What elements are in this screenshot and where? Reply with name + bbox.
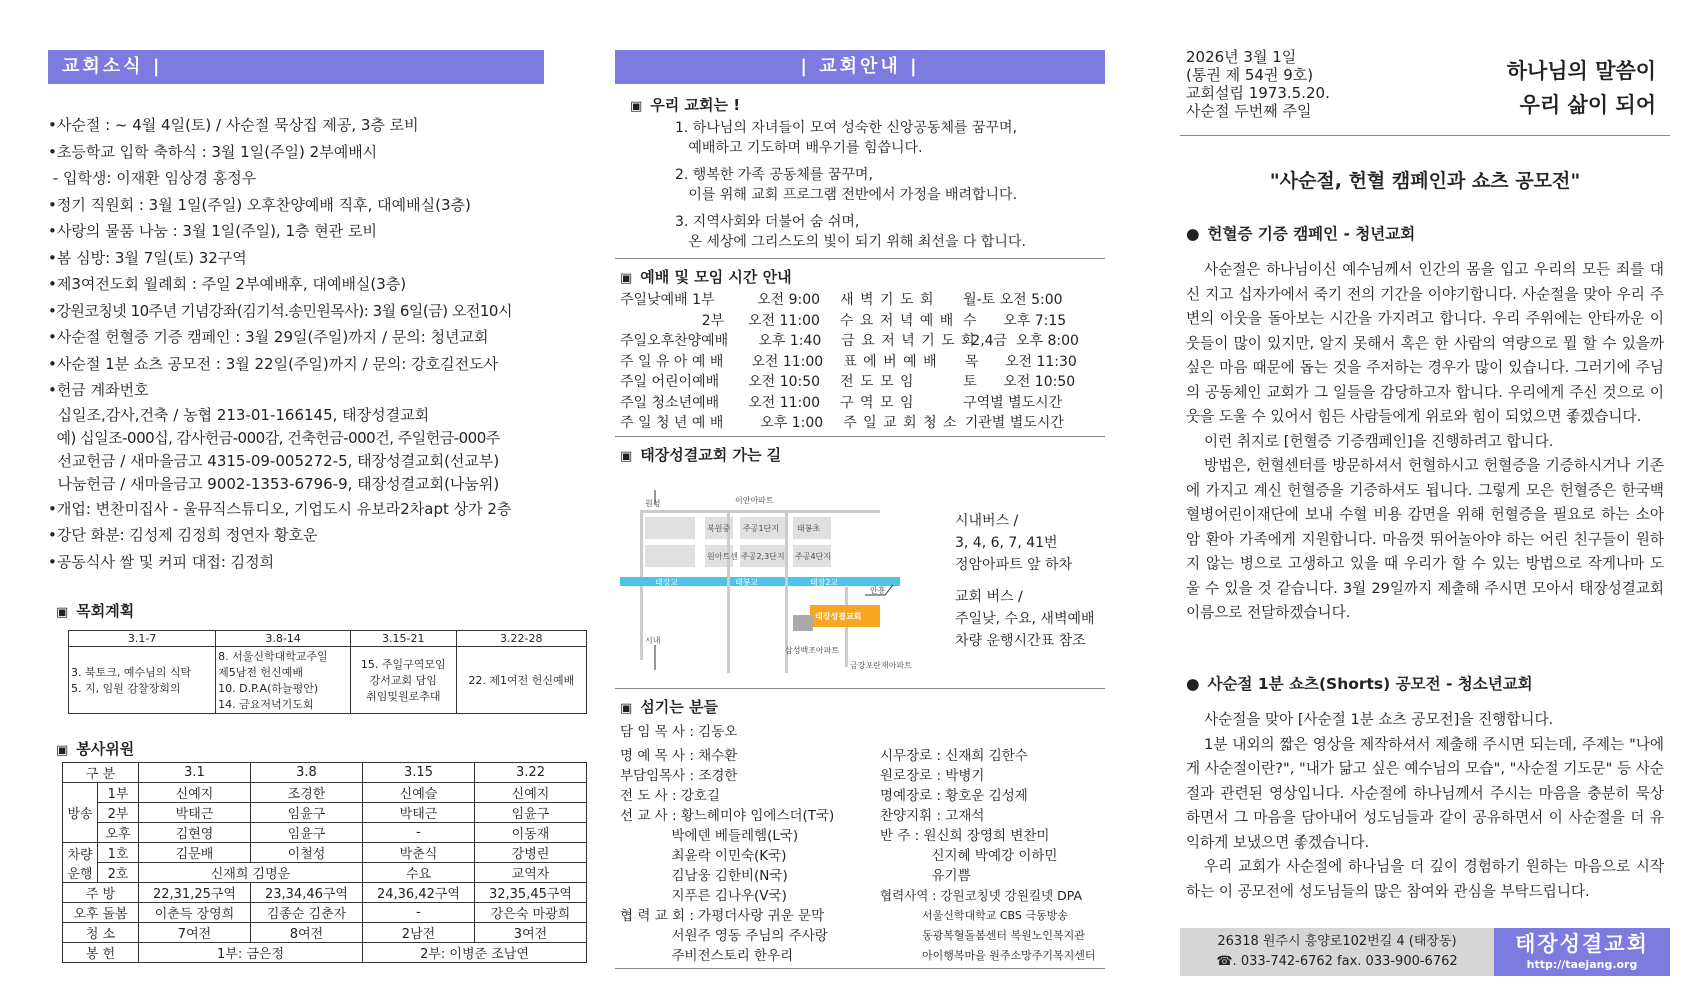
paragraph: 사순절은 하나님이신 예수님께서 인간의 몸을 입고 우리의 모든 죄를 대신 지고 십자가에서 죽기 전의 기간을 이야기합니다. 사순절을 맞아 우리 주변의 이웃을 돌아보는 시간을 가지려고 합니다. 우리 주위에는 안타까운 이웃들이 많이 있지만, 알지 못해서 혹은 한 사람의 역량으로 뭘 할 수 있을까 싶은 마음 때문에 돕는 것을 주저하는 경우가 많이 있습니다. 그러기에 주님의 공동체인 교회가 그 일들을 감당하고자 합니다. 우리에게 주신 것으로 이웃을 도울 수 있어서 힘든 사람들에게 위로와 힘이 되었으면 좋겠습니다.	[1186, 261, 1664, 425]
time-name: 2부	[701, 312, 725, 329]
vol-cell: 김종순 김춘자	[251, 903, 363, 923]
transport-info	[955, 510, 1095, 652]
time-value: 목 오전 11:30	[964, 353, 1077, 370]
staff-line: 반 주 : 원신희 장영희 변찬미	[880, 828, 1050, 844]
transport-line: 주일낮, 수요, 새벽예배	[955, 611, 1095, 627]
vol-cell: 3여전	[475, 923, 587, 943]
vol-cell: 오후	[98, 823, 139, 843]
vol-cell: 7여전	[139, 923, 251, 943]
news-item: 선교헌금 / 새마을금고 4315-09-005272-5, 태장성결교회(선교부)	[48, 451, 500, 470]
staff-line: 동광복혈돌봄센터 복원노인복지관	[880, 929, 1085, 942]
map-label: 시내	[645, 636, 661, 645]
vol-label: 방송	[63, 783, 98, 843]
vol-cell: 32,35,45구역	[475, 883, 587, 903]
news-item: - 입학생: 이재환 임상경 홍정우	[48, 169, 257, 187]
vol-header: 구 분	[63, 763, 139, 783]
map-label: 안흥	[870, 586, 886, 595]
staff-head: 담 임 목 사 : 김동오	[620, 724, 738, 740]
news-item: 예) 십일조-000십, 감사헌금-000감, 건축헌금-000건, 주일헌금-000주	[48, 428, 500, 447]
volunteers-title: ▣ 봉사위원	[56, 738, 134, 759]
vol-label: 차량 운행	[63, 843, 98, 883]
time-value: 토 오전 10:50	[963, 374, 1076, 390]
staff-line: 신지혜 박예강 이하민	[880, 848, 1058, 864]
staff-line: 유기쁨	[880, 868, 971, 884]
staff-line: 부담임목사 : 조경한	[620, 768, 738, 784]
vol-cell: 2부	[98, 803, 139, 823]
plan-cell: 22. 제1여전 헌신예배	[456, 647, 586, 714]
times-table	[620, 290, 1105, 434]
footer	[1180, 928, 1670, 976]
about-line: 이를 위해 교회 프로그램 전반에서 가정을 배려합니다.	[675, 187, 1018, 203]
address-line: 26318 원주시 흥양로102번길 4 (태장동)	[1217, 934, 1457, 949]
map-label: 태장2교	[810, 578, 839, 587]
vol-cell: 23,34,46구역	[251, 883, 363, 903]
paragraph: 우리 교회가 사순절에 하나님을 더 깊이 경험하기 원하는 마음으로 시작하는 이 공모전에 성도님들의 많은 참여와 관심을 부탁드립니다.	[1186, 858, 1664, 900]
paragraph: 1분 내외의 짧은 영상을 제작하셔서 제출해 주시면 되는데, 주제는 "나에게 사순절이란?", "내가 닮고 싶은 예수님의 모습", "사순절 기도문" 등 사순절과 관련된 영상입니다. 사순절에 하나님께서 주시는 마음을 충분히 묵상하면서 그 마음을 담아내어 성도님들과 같이 공유하면서 이 사순절을 더 유익하게 보냈으면 좋겠습니다.	[1186, 735, 1664, 851]
divider	[1180, 135, 1670, 136]
news-item: •헌금 계좌번호	[48, 381, 149, 399]
time-name: 표 에 버 예 배	[843, 353, 938, 370]
staff-line: 지푸른 김나우(V국)	[620, 888, 787, 904]
vol-cell: 2부: 이병준 조남연	[363, 943, 587, 963]
time-name: 주 일 교 회 청 소	[843, 415, 958, 431]
date-line: 2026년 3월 1일	[1186, 48, 1297, 66]
news-item: •봄 심방: 3월 7일(토) 32구역	[48, 248, 247, 267]
transport-line: 교회 버스 /	[955, 589, 1023, 605]
vol-cell: 박춘식	[363, 843, 475, 863]
map-label: 주공1단지	[743, 524, 780, 533]
section-heading: ● 사순절 1분 쇼츠(Shorts) 공모전 - 청소년교회	[1186, 672, 1533, 694]
time-name: 주일 어린이예배	[620, 374, 720, 390]
map-label: 원성	[645, 499, 661, 508]
map-label: 삼성백조아파트	[785, 646, 840, 655]
staff-line: 명예장로 : 황호운 김성제	[880, 788, 1028, 804]
about-line: 3. 지역사회와 더불어 숨 쉬며,	[675, 214, 860, 230]
date-line: 교회설립 1973.5.20.	[1186, 84, 1330, 102]
news-item: •강단 화분: 김성제 김정희 정연자 황호운	[48, 526, 318, 544]
plan-cell: 8. 서울신학대학교주일 제5남전 헌신예배 10. D.P.A(하늘평안) 14. 금요저녁기도회	[216, 647, 351, 714]
plan-header: 3.8-14	[216, 631, 351, 647]
staff-line: 서울신학대학교 CBS 극동방송	[880, 909, 1068, 922]
vol-label: 주 방	[63, 883, 139, 903]
transport-line: 3, 4, 6, 7, 41번	[955, 535, 1058, 551]
news-item: •강원코칭넷 10주년 기념강좌(김기석.송민원목사): 3월 6일(금) 오전10시	[48, 301, 512, 320]
bulletin-date	[1186, 48, 1330, 120]
vol-cell: 임윤구	[251, 823, 363, 843]
vol-cell: 1부: 금은정	[139, 943, 363, 963]
vol-cell: 24,36,42구역	[363, 883, 475, 903]
map-title: ▣ 태장성결교회 가는 길	[620, 444, 781, 465]
time-name: 금 요 저 녁 기 도 회	[841, 333, 976, 349]
vol-cell: 임윤구	[251, 803, 363, 823]
vol-cell: 이철성	[251, 843, 363, 863]
staff-line: 시무장로 : 신재희 김한수	[880, 748, 1028, 764]
staff-line: 김남웅 김한비(N국)	[620, 868, 788, 884]
transport-line: 차량 운행시간표 참조	[955, 633, 1086, 649]
vol-header: 3.15	[363, 763, 475, 783]
vol-cell: 이춘득 장영희	[139, 903, 251, 923]
vol-cell: -	[363, 903, 475, 923]
paragraph: 이런 취지로 [헌혈증 기증캠페인]을 진행하려고 합니다.	[1204, 432, 1554, 450]
staff-line: 협력사역 : 강원코칭넷 강원킬넷 DPA	[880, 888, 1082, 903]
map-label: 태봉교	[735, 578, 759, 587]
map-label: 태장교	[655, 578, 679, 587]
staff-line: 최윤락 이민숙(K국)	[620, 848, 787, 864]
vol-cell: 수요	[363, 863, 475, 883]
about-line: 온 세상에 그리스도의 빛이 되기 위해 최선을 다 합니다.	[675, 234, 1026, 250]
time-name: 주일 청소년예배	[620, 394, 720, 411]
times-title: ▣ 예배 및 모임 시간 안내	[620, 266, 792, 287]
divider	[615, 688, 1105, 689]
time-value: 기관별 별도시간	[964, 415, 1064, 431]
vol-cell: 강병린	[475, 843, 587, 863]
vol-cell: 조경한	[251, 783, 363, 803]
time-name: 전 도 모 임	[840, 374, 915, 390]
time-name: 구 역 모 임	[840, 394, 915, 411]
about-title: ▣ 우리 교회는 !	[630, 94, 740, 115]
time-value: 오전 9:00	[757, 292, 821, 308]
time-value: 오후 1:00	[760, 415, 824, 431]
vol-cell: 8여전	[251, 923, 363, 943]
vol-cell: 김현영	[139, 823, 251, 843]
staff-line: 선 교 사 : 황느헤미야 임에스더(T국)	[620, 808, 835, 824]
plan-header: 3.1-7	[69, 631, 216, 647]
staff-line: 주비전스토리 한우리	[620, 948, 794, 964]
map-label: 주공2,3단지	[741, 552, 785, 561]
vol-cell: 김문배	[139, 843, 251, 863]
transport-line: 시내버스 /	[955, 513, 1019, 529]
vol-header: 3.1	[139, 763, 251, 783]
vol-label: 청 소	[63, 923, 139, 943]
time-name: 주 일 청 년 예 배	[620, 415, 724, 431]
footer-address	[1180, 932, 1494, 972]
vol-label: 오후 돌봄	[63, 903, 139, 923]
about-line: 2. 행복한 가족 공동체를 꿈꾸며,	[675, 167, 873, 183]
vol-header: 3.8	[251, 763, 363, 783]
date-line: 사순절 두번째 주일	[1186, 102, 1312, 120]
motto	[1507, 54, 1656, 122]
vol-cell: 신예지	[475, 783, 587, 803]
vol-cell: 이동재	[475, 823, 587, 843]
time-value: 구역별 별도시간	[963, 394, 1063, 411]
time-name: 주일낮예배 1부	[620, 292, 715, 308]
staff-line: 명 예 목 사 : 채수환	[620, 748, 738, 764]
news-item: •정기 직원회 : 3월 1일(주일) 오후찬양예배 직후, 대예배실(3층)	[48, 195, 471, 214]
news-item: •제3여전도회 월례회 : 주일 2부예배후, 대예배실(3층)	[48, 275, 407, 293]
staff-line: 박에덴 베들레헴(L국)	[620, 828, 799, 844]
vol-cell: 교역자	[475, 863, 587, 883]
article-title: "사순절, 헌혈 캠페인과 쇼츠 공모전"	[1269, 170, 1581, 192]
news-item: 나눔헌금 / 새마을금고 9002-1353-6796-9, 태장성결교회(나눔위)	[48, 474, 500, 493]
news-item: •사랑의 물품 나눔 : 3월 1일(주일), 1층 현관 로비	[48, 222, 377, 240]
time-name: 주 일 유 아 예 배	[620, 353, 724, 370]
news-item: •사순절 헌혈증 기증 캠페인 : 3월 29일(주일)까지 / 문의: 청년교회	[48, 328, 489, 346]
divider	[615, 258, 1105, 259]
vol-cell: 강은숙 마광희	[475, 903, 587, 923]
transport-line: 정암아파트 앞 하차	[955, 557, 1073, 573]
church-logo	[1494, 928, 1670, 976]
vol-header: 3.22	[475, 763, 587, 783]
section-heading: ● 헌혈증 기증 캠페인 - 청년교회	[1186, 222, 1415, 244]
vol-cell: 2남전	[363, 923, 475, 943]
map-label: 이안아파트	[735, 496, 774, 505]
plan-table	[68, 630, 587, 714]
plan-cell: 3. 북토크, 예수님의 식탁 5. 지, 임원 감찰장회의	[69, 647, 216, 714]
staff-line: 전 도 사 : 강호길	[620, 788, 720, 804]
news-item: •초등학교 입학 축하식 : 3월 1일(주일) 2부예배시	[48, 142, 378, 161]
time-name: 수 요 저 녁 예 배	[839, 312, 955, 329]
vol-cell: 박태근	[139, 803, 251, 823]
news-item: •사순절 1분 쇼츠 공모전 : 3월 22일(주일)까지 / 문의: 강호길전도사	[48, 354, 499, 373]
map-label: 주공4단지	[795, 552, 832, 561]
church-url[interactable]: http://taejang.org	[1526, 958, 1638, 971]
staff-line: 협 력 교 회 : 가평더사랑 귀운 문막	[620, 908, 825, 924]
time-value: 월-토 오전 5:00	[963, 292, 1063, 308]
map-label: 북원중	[707, 524, 731, 533]
vol-cell: 박태근	[363, 803, 475, 823]
plan-header: 3.15-21	[351, 631, 457, 647]
news-title: 교회소식 |	[48, 50, 544, 84]
date-line: (통권 제 54권 9호)	[1186, 66, 1314, 84]
news-item: •사순절 : ~ 4월 4일(토) / 사순절 묵상집 제공, 3층 로비	[48, 116, 419, 134]
map-label: 태봉초	[797, 524, 821, 533]
vol-cell: 신재희 김명운	[139, 863, 363, 883]
about-line: 1. 하나님의 자녀들이 모여 성숙한 신앙공동체를 꿈꾸며,	[675, 120, 1018, 136]
staff-line: 원로장로 : 박병기	[880, 768, 985, 784]
time-value: 오전 11:00	[748, 394, 821, 411]
time-value: 2,4금 오후 8:00	[971, 333, 1079, 349]
motto-line: 하나님의 말씀이	[1506, 59, 1656, 83]
section-body	[1186, 708, 1664, 904]
about-line: 예배하고 기도하며 배우기를 힘씁니다.	[675, 140, 923, 156]
plan-title: ▣ 목회계획	[56, 600, 134, 621]
paragraph: 사순절을 맞아 [사순절 1분 쇼츠 공모전]을 진행합니다.	[1204, 711, 1554, 728]
plan-header: 3.22-28	[456, 631, 586, 647]
time-value: 오전 11:00	[748, 312, 820, 329]
vol-cell: -	[363, 823, 475, 843]
time-name: 주일오후찬양예배	[620, 333, 729, 349]
church-name: 태장성결교회	[1515, 932, 1649, 956]
motto-line: 우리 삶이 되어	[1519, 93, 1656, 117]
paragraph: 방법은, 헌혈센터를 방문하셔서 헌혈하시고 헌혈증을 기증하시거나 기존에 가지고 계신 헌혈증을 기증하셔도 됩니다. 그렇게 모은 헌혈증은 한국백혈병어린이재단에 보내 수혈 비용 감면을 위해 헌혈증을 필요로 하는 소아암 환아 가족에게 지원합니다. 마음껏 뛰어놀아야 하는 어린 친구들이 원하지 않는 병으로 고생하고 있을 때 우리가 할 수 있는 방법으로 작게나마 도울 수 있을 것 같습니다. 3월 29일까지 제출해 주시면 모아서 태장성결교회 이름으로 전달하겠습니다.	[1186, 457, 1664, 621]
time-value: 오전 10:50	[748, 374, 821, 390]
map-label: 금강포란재아파트	[850, 661, 912, 670]
time-value: 오전 11:00	[751, 353, 824, 370]
staff-list	[620, 722, 1110, 966]
vol-cell: 1부	[98, 783, 139, 803]
vol-cell: 1호	[98, 843, 139, 863]
vol-cell: 임윤구	[475, 803, 587, 823]
section-body	[1186, 258, 1664, 626]
plan-cell: 15. 주일구역모임 강서교회 담임 취임및원로추대	[351, 647, 457, 714]
vol-cell: 2호	[98, 863, 139, 883]
news-list	[48, 112, 548, 575]
staff-line: 아이행복마을 원주소망주기복지센터	[880, 949, 1096, 962]
divider	[615, 968, 1105, 969]
news-item: •개업: 변찬미집사 - 울뮤직스튜디오, 기업도시 유보라2차apt 상가 2층	[48, 499, 512, 518]
vol-cell: 22,31,25구역	[139, 883, 251, 903]
directions-map	[615, 475, 915, 685]
map-label: 원아트센	[707, 552, 738, 561]
time-name: 새 벽 기 도 회	[840, 292, 935, 308]
map-label: 태장성결교회	[815, 612, 862, 621]
volunteers-table	[62, 762, 587, 963]
time-value: 오후 1:40	[758, 333, 822, 349]
phone-line: ☎. 033-742-6762 fax. 033-900-6762	[1216, 954, 1458, 969]
staff-line: 찬양지휘 : 고재석	[880, 808, 985, 824]
time-value: 수 오후 7:15	[962, 312, 1067, 329]
about-list	[675, 118, 1105, 259]
vol-cell: 신예슬	[363, 783, 475, 803]
staff-title: ▣ 섬기는 분들	[620, 696, 718, 717]
divider	[615, 436, 1105, 437]
guide-title: | 교회안내 |	[615, 50, 1105, 84]
vol-cell: 신예지	[139, 783, 251, 803]
news-item: 십일조,감사,건축 / 농협 213-01-166145, 태장성결교회	[48, 405, 430, 424]
transport-line	[955, 576, 1095, 586]
news-item: •공동식사 쌀 및 커피 대접: 김정희	[48, 552, 275, 571]
staff-line: 서원주 영동 주님의 주사랑	[620, 928, 828, 944]
vol-label: 봉 헌	[63, 943, 139, 963]
